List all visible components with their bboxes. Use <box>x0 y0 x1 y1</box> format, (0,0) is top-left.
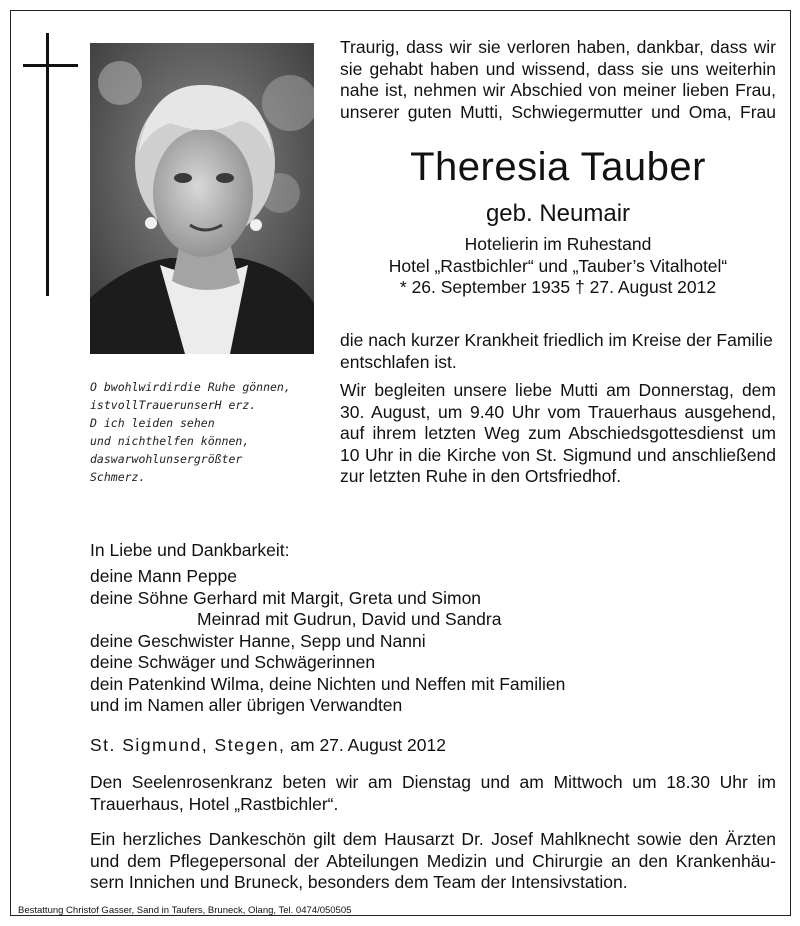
death-line: entschlafen ist. <box>340 351 457 372</box>
rosary-text <box>90 772 776 815</box>
thanks-line: und dem Pflegepersonal der Abteilungen Medizin und Chirurgie an den Krankenhäu- <box>90 850 776 871</box>
intro-line: Traurig, dass wir sie verloren haben, dankbar, dass wir <box>340 37 776 57</box>
cross-icon <box>46 33 49 296</box>
mourner-line: Meinrad mit Gudrun, David und Sandra <box>197 609 502 629</box>
deceased-details <box>340 234 776 299</box>
poem-line: istvollTrauerunserH erz. <box>90 398 257 412</box>
thanks-text <box>90 829 776 894</box>
funeral-line: 30. August, um 9.40 Uhr vom Trauerhaus ausgehend, <box>340 401 776 422</box>
funeral-line: Wir begleiten unsere liebe Mutti am Donnerstag, dem <box>340 380 776 400</box>
portrait-photo <box>90 43 314 354</box>
thanks-line: Ein herzliches Dankeschön gilt dem Hausarzt Dr. Josef Mahlknecht sowie den Ärzten <box>90 829 776 849</box>
intro-line: sie gehabt haben und wissend, dass sie uns weiterhin <box>340 58 776 79</box>
death-line: die nach kurzer Krankheit friedlich im Kreise der Familie <box>340 330 773 350</box>
mourner-line: dein Patenkind Wilma, deine Nichten und Neffen mit Familien <box>90 673 566 694</box>
cross-icon-bar <box>23 64 78 67</box>
mourner-line: deine Söhne Gerhard mit Margit, Greta und Simon <box>90 587 482 608</box>
place-date-text: am 27. August 2012 <box>290 735 446 755</box>
mourner-line: deine Geschwister Hanne, Sepp und Nanni <box>90 630 426 651</box>
place-date <box>90 735 446 757</box>
mourner-line: und im Namen aller übrigen Verwandten <box>90 695 403 715</box>
rosary-line: Trauerhaus, Hotel „Rastbichler“. <box>90 793 339 814</box>
intro-line: nahe ist, nehmen wir Abschied von meiner lieben Frau, <box>340 80 776 100</box>
mourners-list <box>90 566 565 717</box>
rosary-line: Den Seelenrosenkranz beten wir am Dienstag und am Mittwoch um 18.30 Uhr im <box>90 772 776 792</box>
mourner-line: deine Schwäger und Schwägerinnen <box>90 652 376 672</box>
maiden-name: geb. Neumair <box>485 200 631 227</box>
poem-line: Schmerz. <box>90 470 146 484</box>
occupation: Hotelierin im Ruhestand <box>464 234 652 254</box>
thanks-line: sern Innichen und Bruneck, besonders dem Team der Intensivstation. <box>90 872 628 892</box>
love-heading: In Liebe und Dankbarkeit: <box>90 540 290 560</box>
funeral-line: auf ihrem letzten Weg zum Abschiedsgottesdienst um <box>340 423 776 443</box>
funeral-home-footer: Bestattung Christof Gasser, Sand in Taufers, Bruneck, Olang, Tel. 0474/050505 <box>18 905 352 916</box>
funeral-line: 10 Uhr in die Kirche von St. Sigmund und anschließend <box>340 444 776 465</box>
funeral-line: zur letzten Ruhe in den Ortsfriedhof. <box>340 466 622 486</box>
funeral-text <box>340 380 776 488</box>
poem-line: D ich leiden sehen <box>90 416 215 430</box>
life-dates: * 26. September 1935 † 27. August 2012 <box>399 277 717 297</box>
hotels: Hotel „Rastbichler“ und „Tauber’s Vitalhotel“ <box>388 255 728 276</box>
poem-line: daswarwohlunsergrößter <box>90 452 243 466</box>
intro-line: unserer guten Mutti, Schwiegermutter und Oma, Frau <box>340 101 776 122</box>
mourner-line: deine Mann Peppe <box>90 566 237 586</box>
poem-line: O bwohlwirdirdie Ruhe gönnen, <box>90 380 291 394</box>
place-location: St. Sigmund, Stegen, <box>90 735 286 755</box>
poem <box>90 378 320 486</box>
poem-line: und nichthelfen können, <box>90 434 250 448</box>
death-text <box>340 330 776 373</box>
intro-text <box>340 37 776 123</box>
deceased-name: Theresia Tauber <box>410 145 706 189</box>
